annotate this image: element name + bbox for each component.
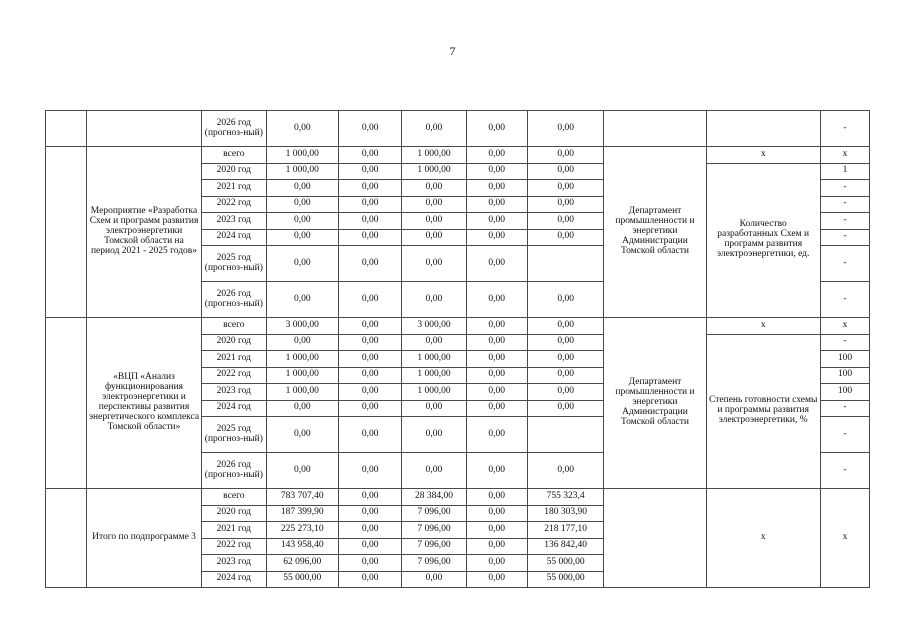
- value-cell: 0,00: [527, 180, 604, 197]
- executor-cell: [604, 489, 706, 588]
- year-cell: всего: [202, 318, 266, 335]
- target-cell: x: [820, 489, 869, 588]
- value-cell: 3 000,00: [402, 318, 466, 335]
- indicator-x-cell: x: [706, 318, 820, 335]
- value-cell: 0,00: [527, 196, 604, 213]
- target-cell: x: [820, 318, 869, 335]
- value-cell: [527, 246, 604, 282]
- value-cell: 0,00: [266, 213, 338, 230]
- value-cell: 0,00: [402, 229, 466, 246]
- year-cell: 2024 год: [202, 400, 266, 417]
- indicator-cell: Степень готовности схемы и программы развития электроэнергетики, %: [706, 334, 820, 489]
- target-cell: -: [820, 282, 869, 318]
- target-cell: -: [820, 196, 869, 213]
- target-cell: -: [820, 246, 869, 282]
- value-cell: 1 000,00: [266, 147, 338, 164]
- value-cell: 0,00: [339, 571, 402, 588]
- value-cell: 55 000,00: [527, 555, 604, 572]
- value-cell: 0,00: [527, 351, 604, 368]
- value-cell: 0,00: [527, 400, 604, 417]
- value-cell: 0,00: [527, 334, 604, 351]
- value-cell: 0,00: [339, 196, 402, 213]
- value-cell: 1 000,00: [402, 367, 466, 384]
- value-cell: 0,00: [339, 229, 402, 246]
- value-cell: 1 000,00: [402, 147, 466, 164]
- value-cell: 1 000,00: [266, 384, 338, 401]
- target-cell: 100: [820, 384, 869, 401]
- value-cell: 0,00: [466, 555, 527, 572]
- year-cell: 2021 год: [202, 180, 266, 197]
- index-cell: [46, 489, 87, 588]
- value-cell: 0,00: [527, 163, 604, 180]
- value-cell: 0,00: [339, 111, 402, 147]
- value-cell: 0,00: [527, 111, 604, 147]
- value-cell: 0,00: [339, 538, 402, 555]
- value-cell: 0,00: [339, 180, 402, 197]
- value-cell: 0,00: [402, 453, 466, 489]
- value-cell: 0,00: [402, 196, 466, 213]
- executor-cell: Департамент промышленности и энергетики Администрации Томской области: [604, 147, 706, 318]
- value-cell: 0,00: [466, 163, 527, 180]
- activity-name-cell: Мероприятие «Разработка Схем и программ развития электроэнергетики Томской области на период 2021 - 2025 годов»: [86, 147, 201, 318]
- target-cell: -: [820, 213, 869, 230]
- value-cell: 755 323,4: [527, 489, 604, 506]
- value-cell: 0,00: [466, 282, 527, 318]
- year-cell: 2026 год (прогноз-ный): [202, 282, 266, 318]
- value-cell: 0,00: [339, 555, 402, 572]
- value-cell: 0,00: [527, 147, 604, 164]
- value-cell: 0,00: [466, 334, 527, 351]
- value-cell: 0,00: [527, 384, 604, 401]
- value-cell: 0,00: [339, 334, 402, 351]
- value-cell: 1 000,00: [402, 351, 466, 368]
- value-cell: 0,00: [527, 367, 604, 384]
- table-row: [46, 111, 870, 147]
- value-cell: 28 384,00: [402, 489, 466, 506]
- value-cell: 0,00: [339, 318, 402, 335]
- value-cell: 0,00: [402, 111, 466, 147]
- indicator-x-cell: x: [706, 147, 820, 164]
- value-cell: 1 000,00: [402, 384, 466, 401]
- value-cell: 180 303,90: [527, 505, 604, 522]
- value-cell: 0,00: [402, 400, 466, 417]
- value-cell: 7 096,00: [402, 538, 466, 555]
- value-cell: 0,00: [339, 489, 402, 506]
- executor-cell: Департамент промышленности и энергетики Администрации Томской области: [604, 318, 706, 489]
- target-cell: 100: [820, 367, 869, 384]
- index-cell: [46, 318, 87, 489]
- value-cell: 0,00: [402, 246, 466, 282]
- value-cell: 0,00: [339, 163, 402, 180]
- year-cell: 2022 год: [202, 538, 266, 555]
- target-cell: -: [820, 180, 869, 197]
- target-cell: -: [820, 400, 869, 417]
- value-cell: 1 000,00: [266, 163, 338, 180]
- target-cell: -: [820, 453, 869, 489]
- value-cell: 0,00: [466, 453, 527, 489]
- year-cell: 2021 год: [202, 351, 266, 368]
- year-cell: 2023 год: [202, 384, 266, 401]
- value-cell: 0,00: [527, 453, 604, 489]
- year-cell: 2026 год (прогноз-ный): [202, 453, 266, 489]
- value-cell: 0,00: [266, 196, 338, 213]
- target-cell: 1: [820, 163, 869, 180]
- value-cell: 0,00: [466, 417, 527, 453]
- value-cell: 783 707,40: [266, 489, 338, 506]
- target-cell: -: [820, 334, 869, 351]
- value-cell: 0,00: [266, 180, 338, 197]
- year-cell: 2020 год: [202, 505, 266, 522]
- value-cell: 0,00: [466, 522, 527, 539]
- value-cell: 0,00: [527, 318, 604, 335]
- value-cell: 55 000,00: [527, 571, 604, 588]
- target-cell: -: [820, 417, 869, 453]
- value-cell: 0,00: [466, 489, 527, 506]
- year-cell: 2020 год: [202, 334, 266, 351]
- target-cell: 100: [820, 351, 869, 368]
- indicator-cell: Количество разработанных Схем и программ развития электроэнергетики, ед.: [706, 163, 820, 318]
- value-cell: 0,00: [339, 453, 402, 489]
- table-row: [46, 147, 870, 164]
- value-cell: 0,00: [339, 384, 402, 401]
- year-cell: 2024 год: [202, 571, 266, 588]
- value-cell: 136 842,40: [527, 538, 604, 555]
- value-cell: 0,00: [266, 334, 338, 351]
- value-cell: 0,00: [402, 180, 466, 197]
- value-cell: 7 096,00: [402, 555, 466, 572]
- value-cell: 0,00: [266, 229, 338, 246]
- value-cell: 0,00: [339, 246, 402, 282]
- year-cell: 2025 год (прогноз-ный): [202, 417, 266, 453]
- value-cell: 0,00: [527, 213, 604, 230]
- value-cell: 0,00: [527, 229, 604, 246]
- value-cell: 0,00: [266, 282, 338, 318]
- value-cell: 0,00: [402, 282, 466, 318]
- indicator-cell: [706, 111, 820, 147]
- year-cell: 2023 год: [202, 213, 266, 230]
- value-cell: 7 096,00: [402, 522, 466, 539]
- value-cell: 3 000,00: [266, 318, 338, 335]
- value-cell: 0,00: [466, 400, 527, 417]
- value-cell: 0,00: [466, 147, 527, 164]
- target-cell: x: [820, 147, 869, 164]
- value-cell: 7 096,00: [402, 505, 466, 522]
- value-cell: 0,00: [339, 282, 402, 318]
- value-cell: 0,00: [339, 400, 402, 417]
- value-cell: 55 000,00: [266, 571, 338, 588]
- table-row: [46, 489, 870, 506]
- value-cell: 0,00: [339, 505, 402, 522]
- activity-name-cell: [86, 111, 201, 147]
- year-cell: 2022 год: [202, 196, 266, 213]
- value-cell: 0,00: [266, 453, 338, 489]
- index-cell: [46, 111, 87, 147]
- value-cell: 143 958,40: [266, 538, 338, 555]
- activity-name-cell: «ВЦП «Анализ функционирования электроэнергетики и перспективы развития энергетического комплекса Томской области»: [86, 318, 201, 489]
- value-cell: 0,00: [339, 417, 402, 453]
- year-cell: 2024 год: [202, 229, 266, 246]
- year-cell: 2020 год: [202, 163, 266, 180]
- value-cell: 1 000,00: [266, 351, 338, 368]
- value-cell: 0,00: [466, 505, 527, 522]
- value-cell: 0,00: [402, 213, 466, 230]
- value-cell: 0,00: [339, 147, 402, 164]
- year-cell: 2023 год: [202, 555, 266, 572]
- value-cell: 62 096,00: [266, 555, 338, 572]
- value-cell: 0,00: [466, 538, 527, 555]
- value-cell: 0,00: [339, 213, 402, 230]
- value-cell: 1 000,00: [402, 163, 466, 180]
- year-cell: 2026 год (прогноз-ный): [202, 111, 266, 147]
- value-cell: 0,00: [466, 111, 527, 147]
- value-cell: 0,00: [466, 318, 527, 335]
- executor-cell: [604, 111, 706, 147]
- year-cell: всего: [202, 147, 266, 164]
- page-number: 7: [449, 44, 456, 58]
- value-cell: 0,00: [466, 384, 527, 401]
- value-cell: 0,00: [466, 196, 527, 213]
- indicator-cell: x: [706, 489, 820, 588]
- value-cell: 0,00: [266, 417, 338, 453]
- year-cell: 2021 год: [202, 522, 266, 539]
- index-cell: [46, 147, 87, 318]
- value-cell: 218 177,10: [527, 522, 604, 539]
- value-cell: 0,00: [466, 229, 527, 246]
- year-cell: 2022 год: [202, 367, 266, 384]
- value-cell: 0,00: [466, 367, 527, 384]
- value-cell: 0,00: [527, 282, 604, 318]
- value-cell: 0,00: [466, 213, 527, 230]
- value-cell: 0,00: [466, 246, 527, 282]
- value-cell: 0,00: [466, 180, 527, 197]
- target-cell: -: [820, 111, 869, 147]
- value-cell: 0,00: [339, 367, 402, 384]
- value-cell: 0,00: [266, 111, 338, 147]
- total-name-cell: Итого по подпрограмме 3: [86, 489, 201, 588]
- value-cell: 0,00: [266, 246, 338, 282]
- budget-table: [45, 110, 870, 588]
- value-cell: 0,00: [466, 571, 527, 588]
- value-cell: 0,00: [339, 522, 402, 539]
- value-cell: [527, 417, 604, 453]
- value-cell: 0,00: [402, 571, 466, 588]
- value-cell: 0,00: [402, 334, 466, 351]
- value-cell: 225 273,10: [266, 522, 338, 539]
- value-cell: 0,00: [466, 351, 527, 368]
- year-cell: 2025 год (прогноз-ный): [202, 246, 266, 282]
- value-cell: 0,00: [339, 351, 402, 368]
- table-row: [46, 318, 870, 335]
- value-cell: 1 000,00: [266, 367, 338, 384]
- value-cell: 187 399,90: [266, 505, 338, 522]
- value-cell: 0,00: [266, 400, 338, 417]
- target-cell: -: [820, 229, 869, 246]
- value-cell: 0,00: [402, 417, 466, 453]
- year-cell: всего: [202, 489, 266, 506]
